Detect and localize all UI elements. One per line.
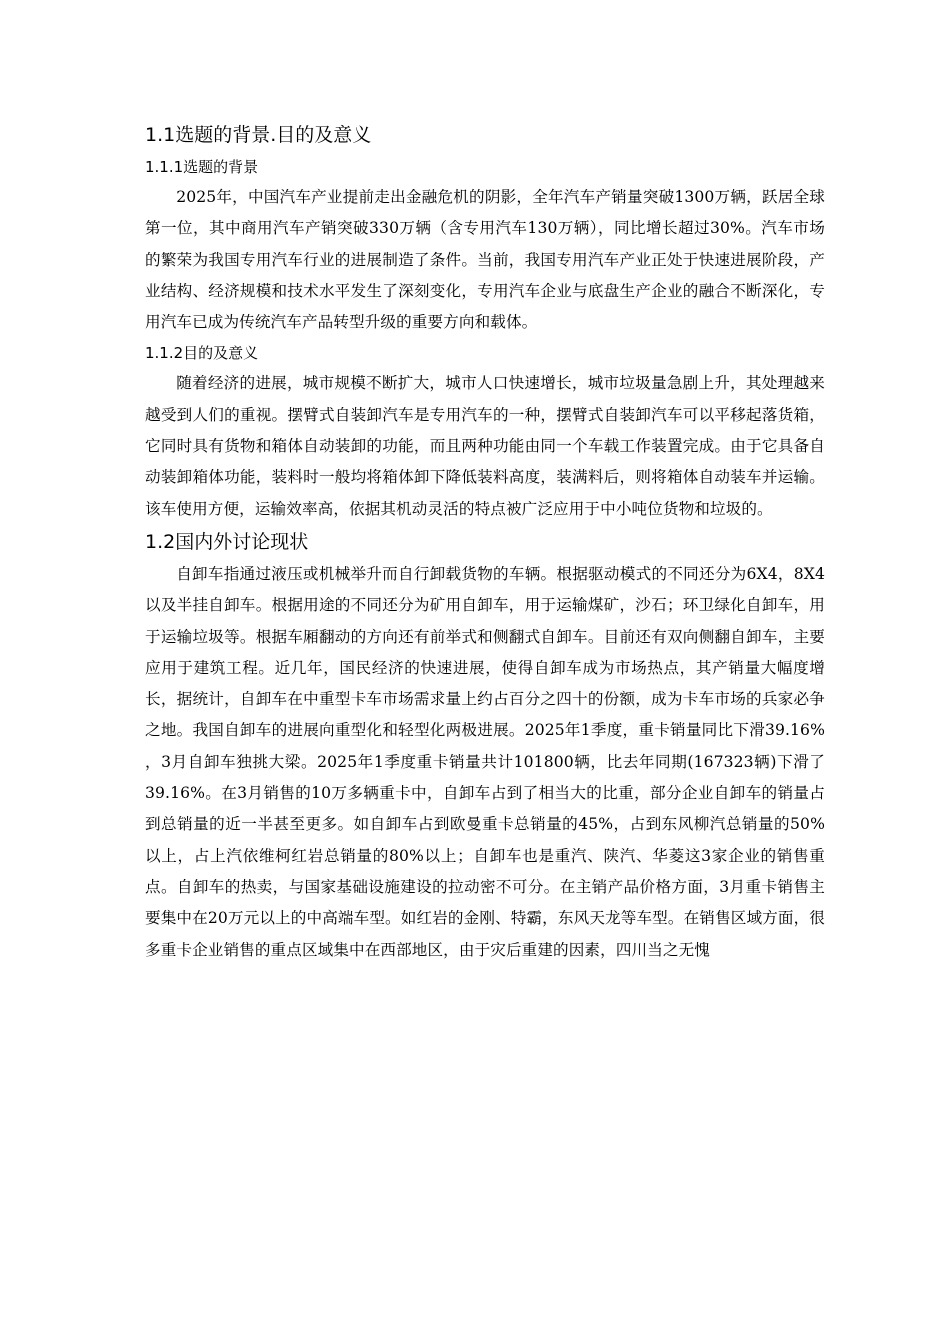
- paragraph-background: 2025年，中国汽车产业提前走出金融危机的阴影，全年汽车产销量突破1300万辆，跃居全球第一位，其中商用汽车产销突破330万辆（含专用汽车130万辆），同比增长超过30%。汽车市场的繁荣为我国专用汽车行业的进展制造了条件。当前，我国专用汽车产业正处于快速进展阶段，产业结构、经济规模和技术水平发生了深刻变化，专用汽车企业与底盘生产企业的融合不断深化，专用汽车已成为传统汽车产品转型升级的重要方向和载体。: [145, 188, 825, 332]
- subsection-heading-1-1-2: 1.1.2目的及意义: [145, 344, 259, 363]
- subsection-heading-1-1-1: 1.1.1选题的背景: [145, 158, 259, 176]
- paragraph-purpose: 随着经济的进展，城市规模不断扩大，城市人口快速增长，城市垃圾量急剧上升，其处理越来越受到人们的重视。摆臂式自装卸汽车是专用汽车的一种，摆臂式自装卸汽车可以平移起落货箱，它同时具有货物和箱体自动装卸的功能，而且两种功能由同一个车载工作装置完成。由于它具备自动装卸箱体功能，装料时一般均将箱体卸下降低装料高度，装满料后，则将箱体自动装车并运输。该车使用方便，运输效率高，依据其机动灵活的特点被广泛应用于中小吨位货物和垃圾的。: [145, 374, 825, 518]
- paragraph-research-status: 自卸车指通过液压或机械举升而自行卸载货物的车辆。根据驱动模式的不同还分为6X4，8X4以及半挂自卸车。根据用途的不同还分为矿用自卸车，用于运输煤矿，沙石；环卫绿化自卸车，用于运输垃圾等。根据车厢翻动的方向还有前举式和侧翻式自卸车。目前还有双向侧翻自卸车，主要应用于建筑工程。近几年，国民经济的快速进展，使得自卸车成为市场热点，其产销量大幅度增长，据统计，自卸车在中重型卡车市场需求量上约占百分之四十的份额，成为卡车市场的兵家必争之地。我国自卸车的进展向重型化和轻型化两极进展。2025年1季度，重卡销量同比下滑39.16% ，3月自卸车独挑大梁。2025年1季度重卡销量共计101800辆，比去年同期(167323辆)下滑了39.16%。在3月销售的10万多辆重卡中，自卸车占到了相当大的比重，部分企业自卸车的销量占到总销量的近一半甚至更多。如自卸车占到欧曼重卡总销量的45%，占到东风柳汽总销量的50%以上，占上汽依维柯红岩总销量的80%以上；自卸车也是重汽、陕汽、华菱这3家企业的销售重点。自卸车的热卖，与国家基础设施建设的拉动密不可分。在主销产品价格方面，3月重卡销售主要集中在20万元以上的中高端车型。如红岩的金刚、特霸，东风天龙等车型。在销售区域方面，很多重卡企业销售的重点区域集中在西部地区，由于灾后重建的因素，四川当之无愧: [145, 564, 825, 959]
- section-heading-1-2: 1.2国内外讨论现状: [145, 530, 309, 553]
- section-heading-1-1: 1.1选题的背景.目的及意义: [145, 124, 372, 146]
- document-page: [145, 118, 825, 966]
